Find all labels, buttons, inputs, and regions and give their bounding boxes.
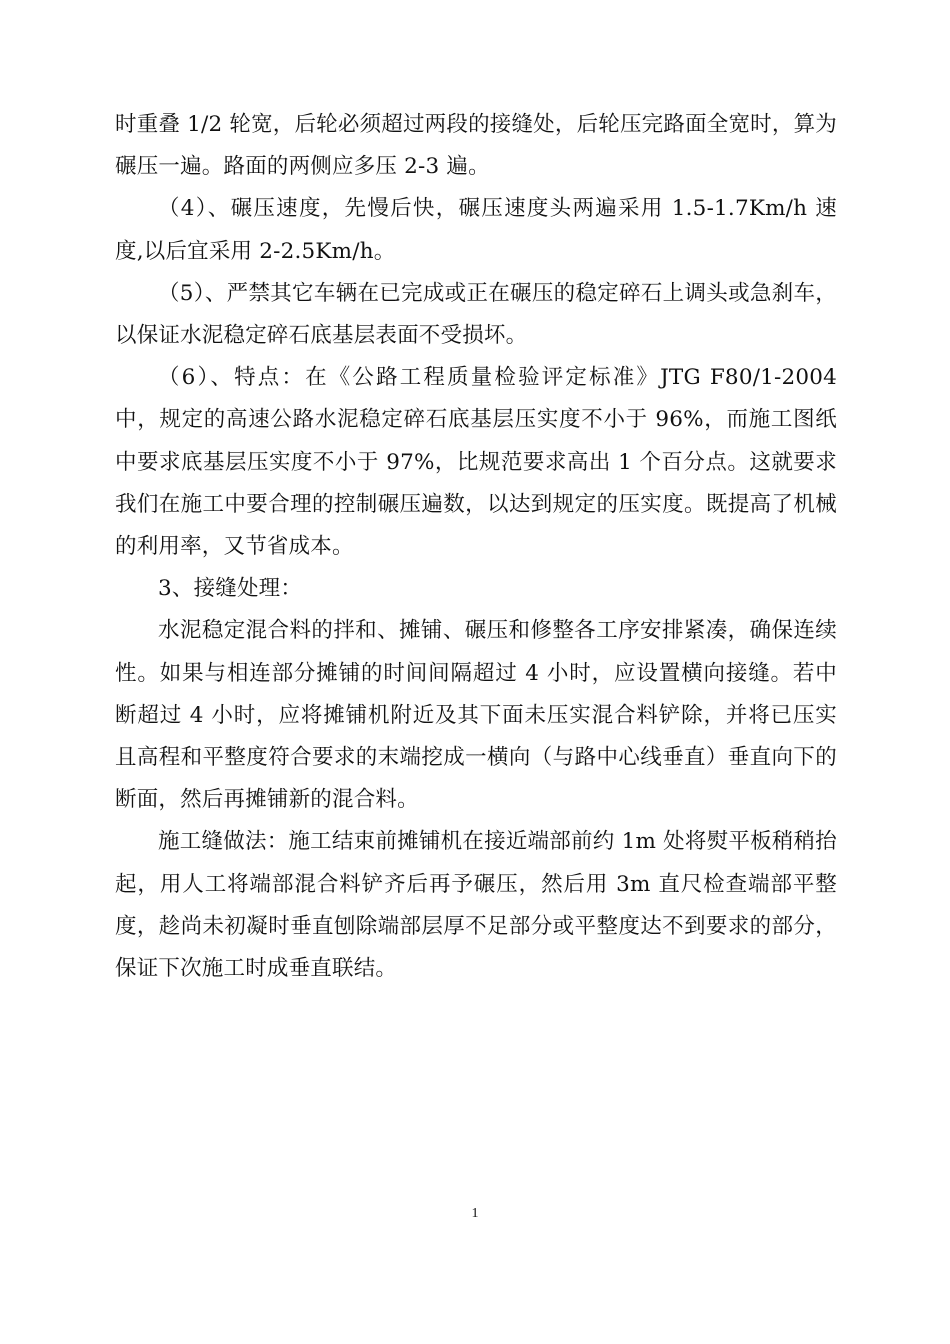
paragraph-item-6: （6）、特点：在《公路工程质量检验评定标准》JTG F80/1-2004 中，规定的高速公路水泥稳定碎石底基层压实度不小于 96%，而施工图纸中要求底基层压实度不小于 97%，比规范要求高出 1 个百分点。这就要求我们在施工中要合理的控制碾压遍数，以达到规定的压实度。既提高了机械的利用率，又节省成本。	[115, 365, 837, 560]
page-number: 1	[471, 1206, 479, 1221]
document-body	[115, 104, 837, 990]
paragraph-continuation: 时重叠 1/2 轮宽，后轮必须超过两段的接缝处，后轮压完路面全宽时，算为碾压一遍。路面的两侧应多压 2-3 遍。	[115, 112, 837, 180]
paragraph-joint-treatment: 水泥稳定混合料的拌和、摊铺、碾压和修整各工序安排紧凑，确保连续性。如果与相连部分摊铺的时间间隔超过 4 小时，应设置横向接缝。若中断超过 4 小时，应将摊铺机附近及其下面未压实混合料铲除，并将已压实且高程和平整度符合要求的末端挖成一横向（与路中心线垂直）垂直向下的断面，然后再摊铺新的混合料。	[115, 618, 837, 813]
paragraph-construction-joint: 施工缝做法：施工结束前摊铺机在接近端部前约 1m 处将熨平板稍稍抬起，用人工将端部混合料铲齐后再予碾压，然后用 3m 直尺检查端部平整度，趁尚未初凝时垂直刨除端部层厚不足部分或平整度达不到要求的部分，保证下次施工时成垂直联结。	[115, 829, 837, 982]
paragraph-item-5: （5）、严禁其它车辆在已完成或正在碾压的稳定碎石上调头或急刹车，以保证水泥稳定碎石底基层表面不受损坏。	[115, 280, 837, 349]
paragraph-item-4: （4）、碾压速度，先慢后快，碾压速度头两遍采用 1.5-1.7Km/h 速度,以后宜采用 2-2.5Km/h。	[115, 196, 837, 264]
section-heading-joint: 3、接缝处理：	[158, 576, 303, 602]
